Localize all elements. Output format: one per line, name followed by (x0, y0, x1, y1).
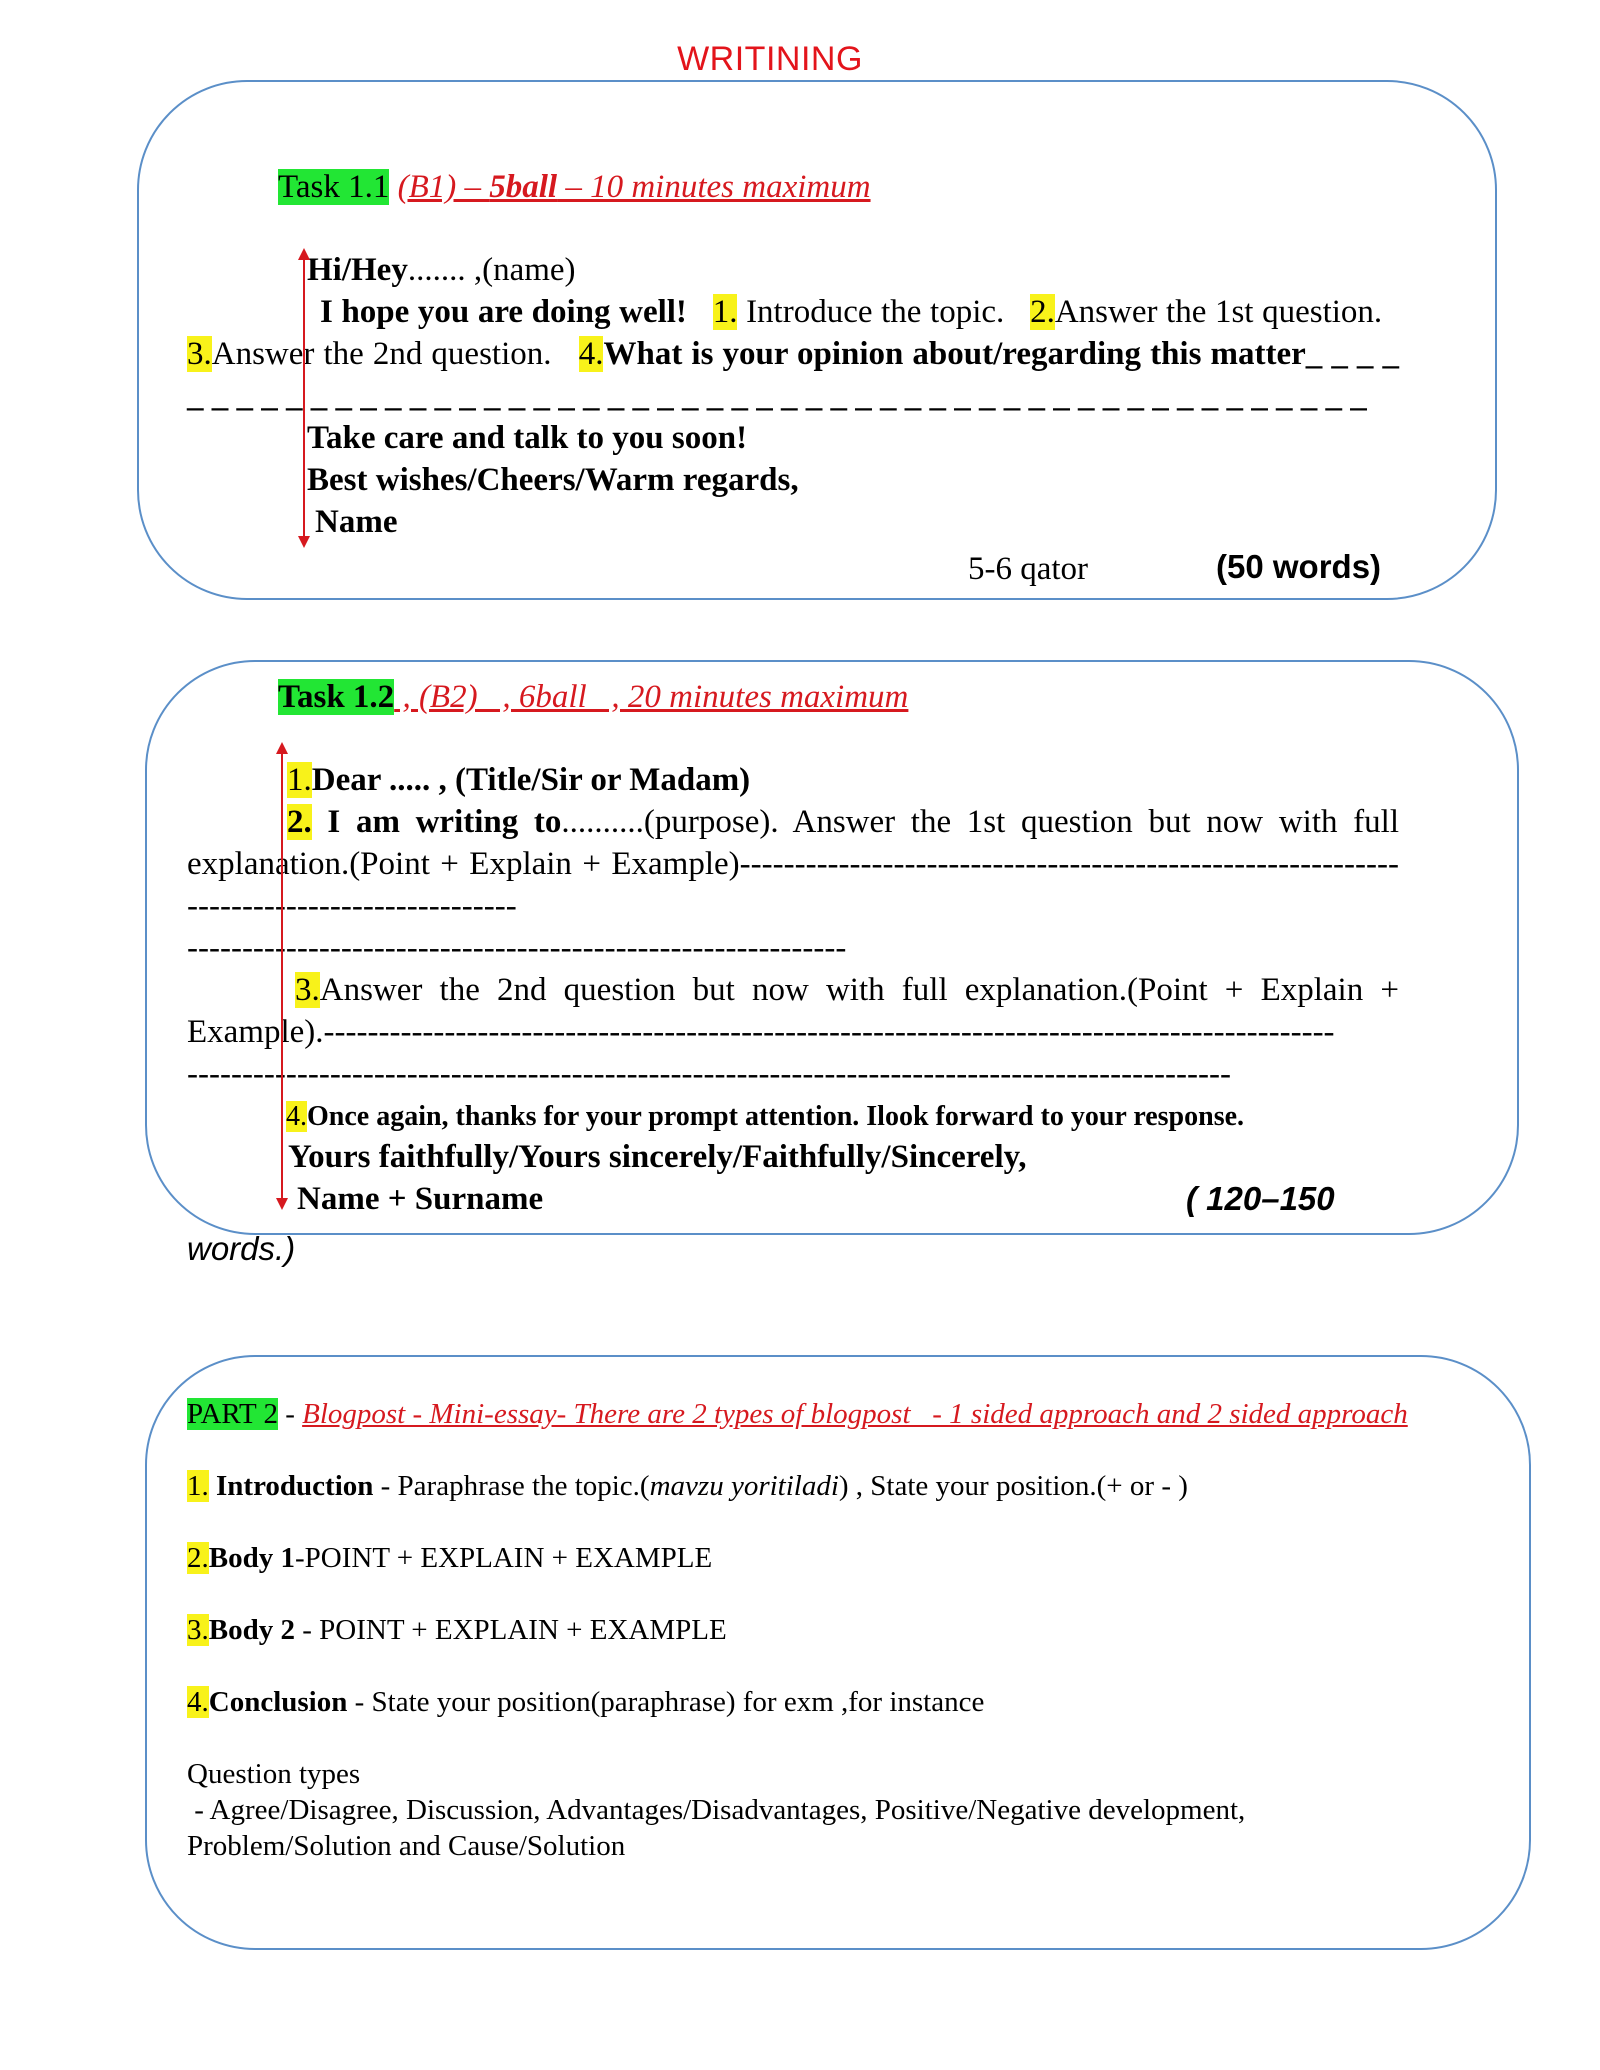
task-1-1-closing-1: Take care and talk to you soon! (307, 420, 748, 456)
task-1-1-greeting: Hi/Hey....... ,(name) (307, 252, 576, 288)
task-1-2-closing-2: Name + Surname (297, 1181, 544, 1217)
task-1-2-step-4: 4.Once again, thanks for your prompt attention. Ilook forward to your response. (286, 1101, 1245, 1132)
part-2-item-1: 1. Introduction - Paraphrase the topic.(mavzu yoritiladi) , State your position.(+ or - ) (187, 1470, 1188, 1502)
part-2-question-types-title: Question types (187, 1758, 361, 1790)
task-1-2-dashes-a: ------------------------------------------------------------ (187, 930, 847, 966)
task-1-2-step-1: 1.Dear ..... , (Title/Sir or Madam) (287, 762, 751, 798)
task-1-2-label: Task 1.2 (278, 679, 395, 715)
task-1-2-arrow-icon (272, 742, 292, 1210)
part-2-item-2: 2.Body 1-POINT + EXPLAIN + EXAMPLE (187, 1542, 713, 1574)
part-2-heading: PART 2 - Blogpost - Mini-essay- There are 2 types of blogpost - 1 sided approach and 2 sided approach (187, 1398, 1408, 1430)
task-1-1-subtitle: (B1) – 5ball – 10 minutes maximum (397, 169, 871, 205)
task-1-1-body: I hope you are doing well! 1. Introduce the topic. 2.Answer the 1st question. 3.Answer the 2nd question. 4.What is your opinion about/regarding this matter_ _ _ _ _ _ _ _ _ _ _ _ _ _ _ _ _ _ _ _ _ _ _ _ _ _ _ _ _ _ _ _ _ _ _ _ _ _ _ _ _ _ _ _ _ _ _ _ _ _ _ _ (187, 294, 1400, 414)
task-1-2-dashes-b: ----------------------------------------------------------------------------------------------- (187, 1056, 1231, 1092)
task-1-2-words-b: words.) (187, 1230, 296, 1267)
task-1-1-words: (50 words) (1216, 548, 1382, 585)
part-2-label: PART 2 (187, 1398, 278, 1430)
task-1-1-closing-3: Name (315, 504, 398, 540)
task-1-1-heading (278, 166, 871, 208)
task-1-1-arrow-icon (294, 248, 314, 548)
task-1-1-label: Task 1.1 (278, 169, 390, 205)
task-1-2-heading (278, 676, 908, 718)
part-2-question-types-line-1: - Agree/Disagree, Discussion, Advantages/Disadvantages, Positive/Negative development, (187, 1794, 1246, 1826)
task-1-2-subtitle: , (B2) , 6ball , 20 minutes maximum (394, 679, 909, 715)
task-1-2-words-a: ( 120–150 (1186, 1180, 1335, 1217)
part-2-item-3: 3.Body 2 - POINT + EXPLAIN + EXAMPLE (187, 1614, 727, 1646)
task-1-2-step-2: 2. I am writing to..........(purpose). Answer the 1st question but now with full explanation.(Point + Explain + Example)------------------------------------------------------------------------------------------ (187, 804, 1399, 924)
task-1-1-hope: I hope you are doing well! (320, 294, 687, 330)
part-2-question-types-line-2: Problem/Solution and Cause/Solution (187, 1830, 626, 1862)
task-1-1-lines: 5-6 qator (968, 551, 1089, 587)
page-title: WRITINING (677, 40, 863, 78)
part-2-subtitle: Blogpost - Mini-essay- There are 2 types of blogpost - 1 sided approach and 2 sided approach (302, 1398, 1408, 1430)
part-2-item-4: 4.Conclusion - State your position(paraphrase) for exm ,for instance (187, 1686, 985, 1718)
task-1-2-closing-1: Yours faithfully/Yours sincerely/Faithfully/Sincerely, (288, 1139, 1027, 1175)
task-1-1-closing-2: Best wishes/Cheers/Warm regards, (307, 462, 799, 498)
task-1-2-step-3: 3.Answer the 2nd question but now with full explanation.(Point + Explain + Example).-------------------------------------------------------------------------------------------- (187, 972, 1399, 1050)
